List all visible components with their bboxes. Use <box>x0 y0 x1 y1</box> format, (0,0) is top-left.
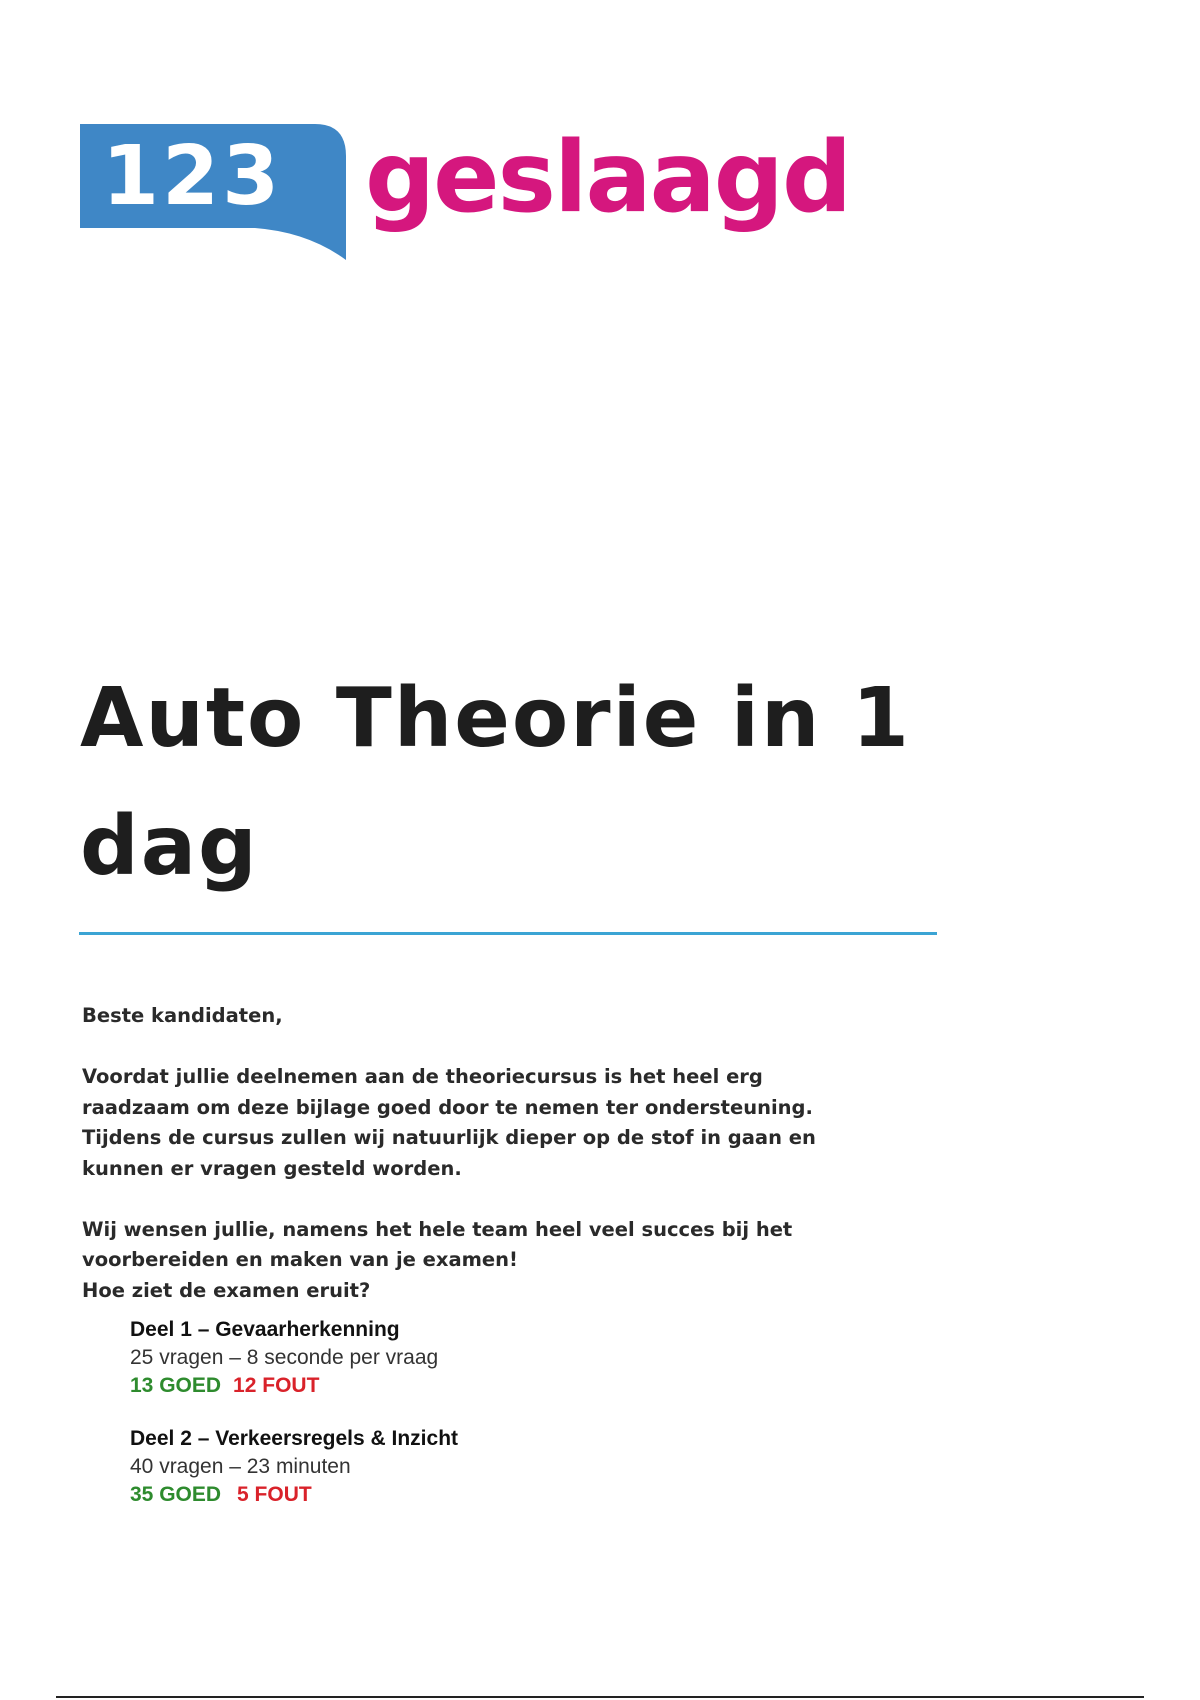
logo-wordmark: geslaagd <box>365 121 851 235</box>
exam-part-title: Deel 1 – Gevaarherkenning <box>130 1318 400 1341</box>
intro-paragraph: Voordat jullie deelnemen aan de theoriecursus is het heel erg raadzaam om deze bijlage goed door te nemen ter ondersteuning. Tijdens de cursus zullen wij natuurlijk dieper op de stof in gaan en kunnen er vragen gesteld worden. <box>82 1065 816 1180</box>
exam-question: Hoe ziet de examen eruit? <box>82 1278 371 1302</box>
greeting: Beste kandidaten, <box>82 1004 283 1027</box>
exam-part-info: 25 vragen – 8 seconde per vraag <box>130 1346 439 1369</box>
exam-part-1 <box>130 1316 730 1400</box>
wrong-count: 5 FOUT <box>237 1483 312 1506</box>
exam-parts <box>130 1316 730 1534</box>
exam-part-score <box>130 1481 730 1509</box>
good-count: 35 GOED <box>130 1483 222 1506</box>
intro-text <box>82 1001 862 1306</box>
logo-number: 123 <box>102 129 283 224</box>
exam-part-score <box>130 1372 730 1400</box>
wishes-paragraph: Wij wensen jullie, namens het hele team heel veel succes bij het voorbereiden en maken van je examen! <box>82 1217 793 1271</box>
exam-part-info: 40 vragen – 23 minuten <box>130 1455 351 1478</box>
good-count: 13 GOED <box>130 1374 222 1397</box>
wrong-count: 12 FOUT <box>233 1374 320 1397</box>
exam-part-title: Deel 2 – Verkeersregels & Inzicht <box>130 1427 459 1450</box>
document-title: Auto Theorie in 1 dag <box>80 671 911 894</box>
title-divider <box>79 932 937 935</box>
exam-part-2 <box>130 1425 730 1509</box>
logo <box>80 120 950 260</box>
footer-divider <box>56 1696 1144 1698</box>
